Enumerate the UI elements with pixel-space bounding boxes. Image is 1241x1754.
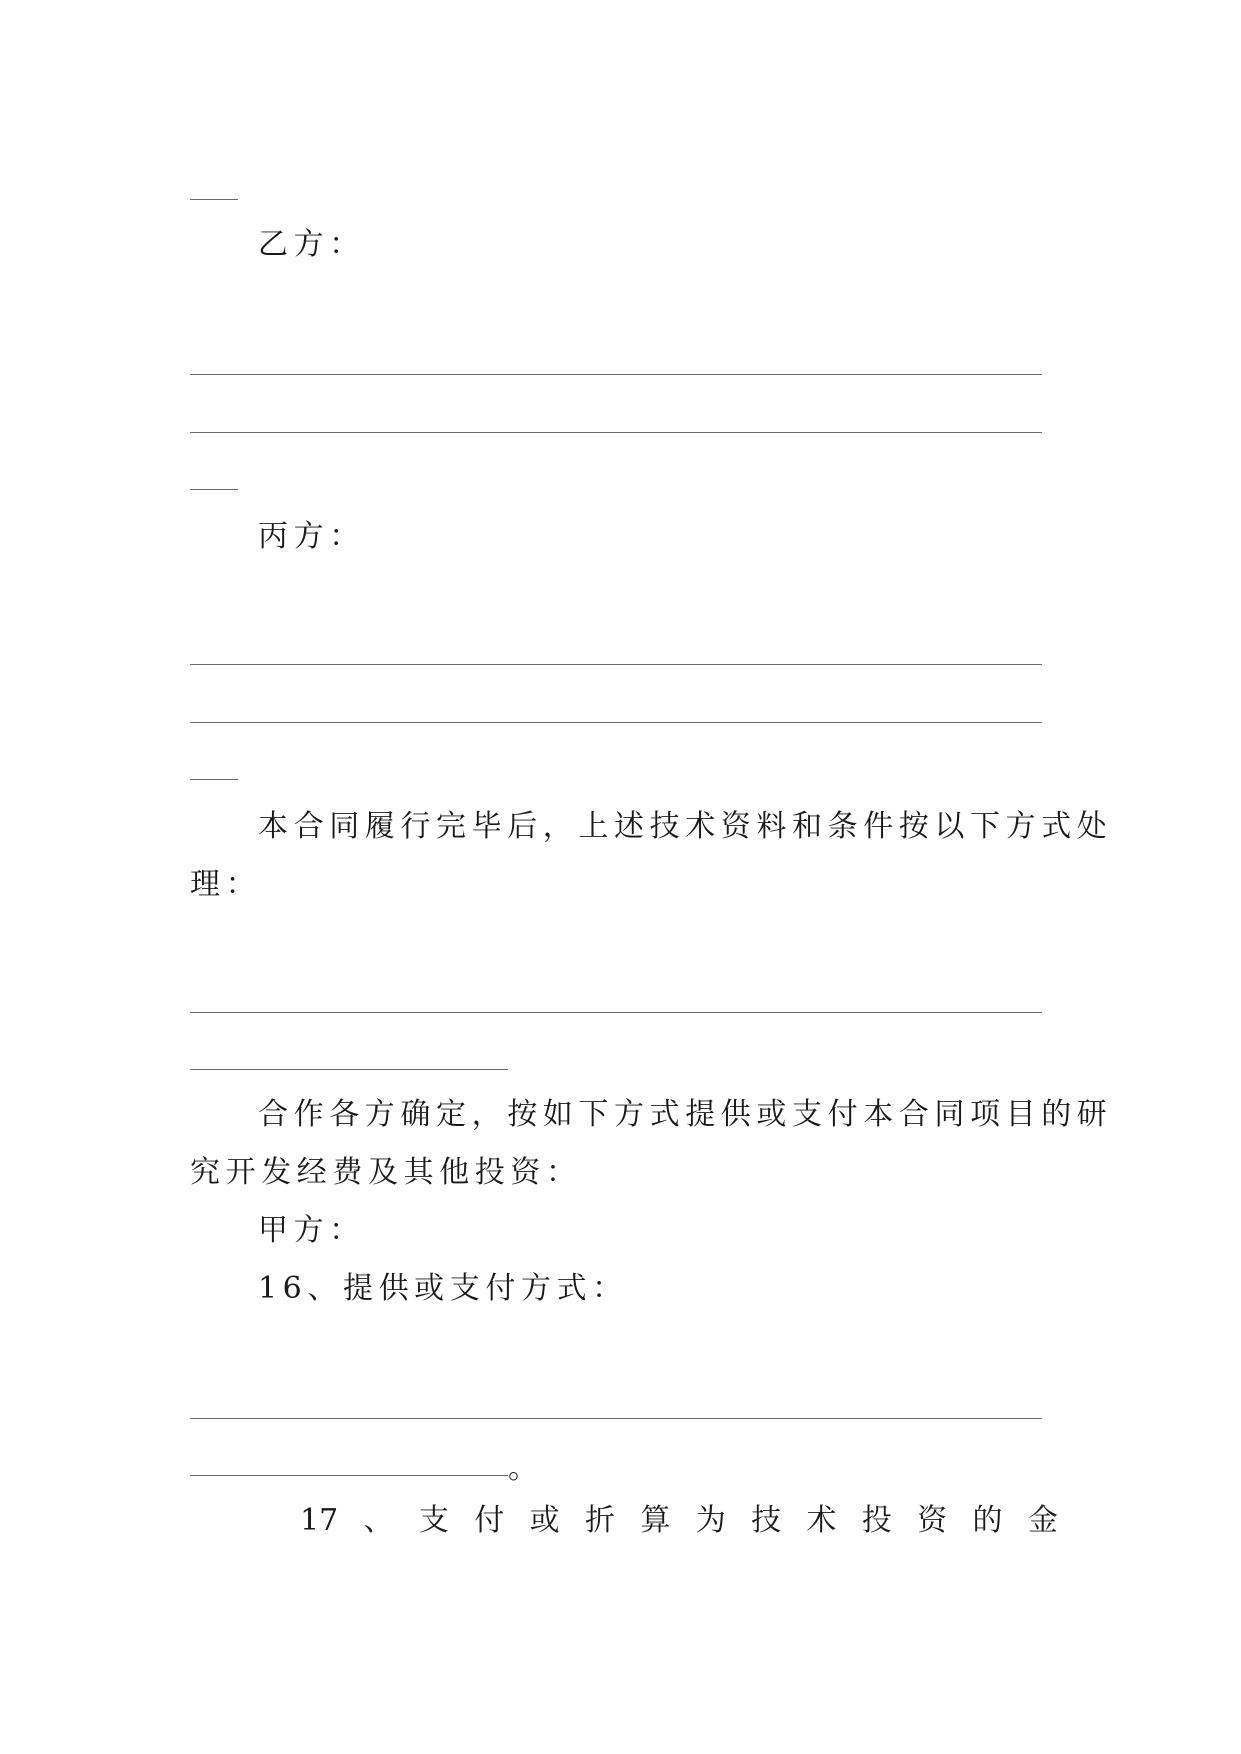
item-17-char: 的 [972,1503,1003,1538]
party-b-label: 乙方： [258,227,365,262]
party-a-label: 甲方： [258,1213,365,1248]
item-17-char: 资 [917,1503,948,1538]
item-17-char: 为 [695,1503,726,1538]
item-16-end-punctuation: 。 [508,1451,538,1486]
item-17-char: 术 [806,1503,837,1538]
item-17-char: 技 [751,1503,782,1538]
blank-line [190,1418,1042,1419]
blank-line [190,374,1042,375]
blank-line-tail [190,779,238,780]
party-c-label: 丙方： [258,519,365,554]
blank-line [190,432,1042,433]
blank-line-tail [190,489,238,490]
after-contract-paragraph-line1: 本合同履行完毕后，上述技术资料和条件按以下方式处 [258,809,1113,844]
item-17-char: 付 [474,1503,505,1538]
item-17-char: 支 [418,1503,449,1538]
item-17-char: 金 [1027,1503,1058,1538]
item-17-char: 算 [640,1503,671,1538]
blank-line-tail [190,1475,508,1476]
item-17-char: 投 [861,1503,892,1538]
blank-line-tail [190,199,238,200]
item-17-justified-line [300,1502,1058,1540]
item-17-char: 或 [529,1503,560,1538]
blank-line [190,722,1042,723]
funding-paragraph-line1: 合作各方确定，按如下方式提供或支付本合同项目的研 [258,1097,1113,1132]
after-contract-paragraph-line2: 理： [190,867,262,902]
blank-line [190,664,1042,665]
blank-line [190,1012,1042,1013]
item-17-char: 折 [584,1503,615,1538]
funding-paragraph-line2: 究开发经费及其他投资： [190,1155,582,1190]
item-17-char: 17 [300,1503,339,1538]
item-16: 16、提供或支付方式： [258,1271,628,1306]
blank-line-tail [190,1069,508,1070]
item-17-char: 、 [363,1503,394,1538]
